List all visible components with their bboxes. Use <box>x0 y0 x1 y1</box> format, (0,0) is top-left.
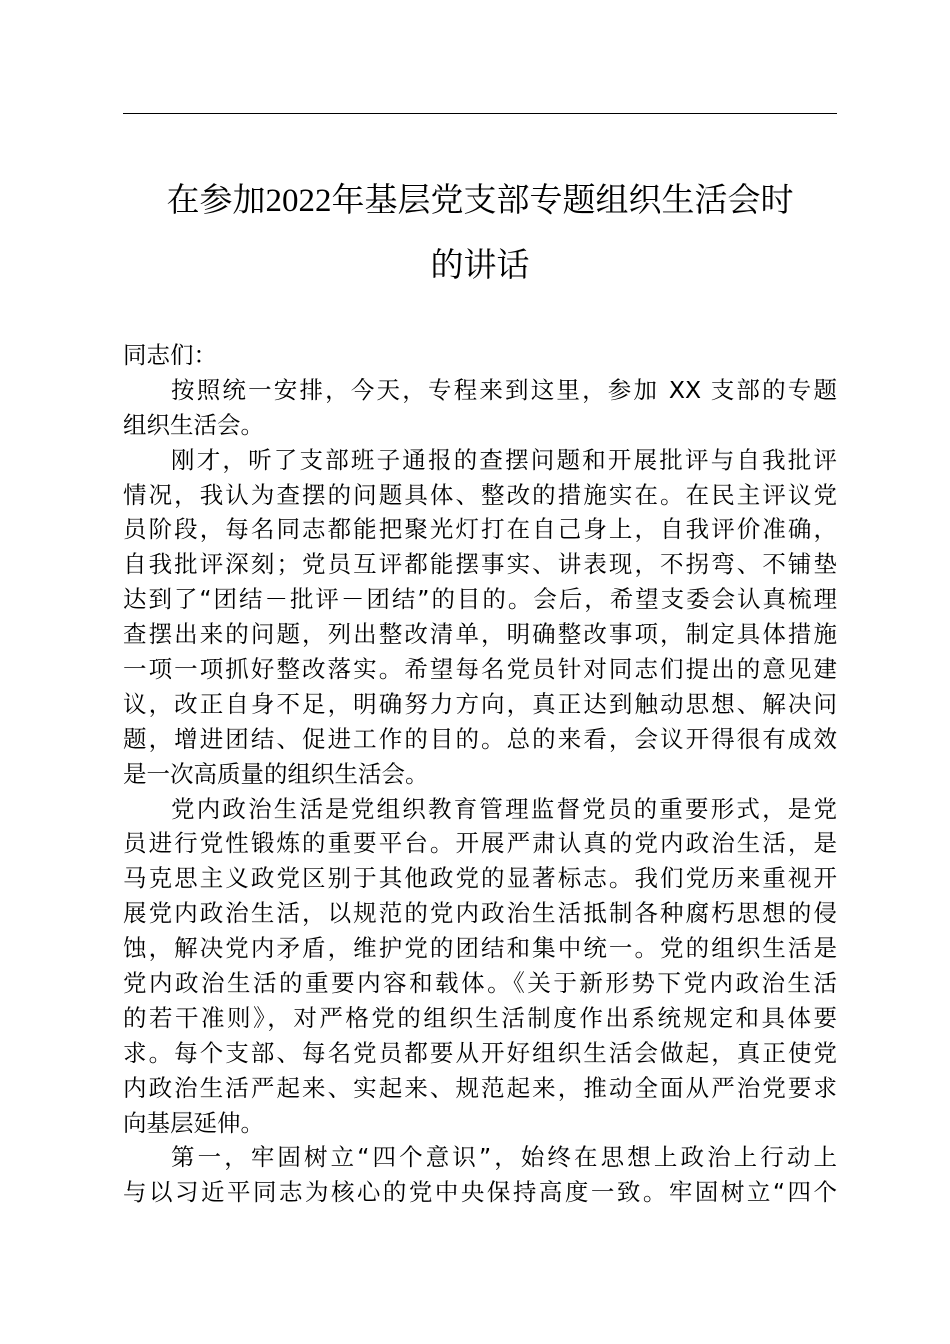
paragraph-line: 刚才，听了支部班子通报的查摆问题和开展批评与自我批评 <box>171 445 837 474</box>
paragraph-line: 按照统一安排，今天，专程来到这里，参加 XX 支部的专题 <box>171 375 837 404</box>
paragraph-line: 求。每个支部、每名党员都要从开好组织生活会做起，真正使党 <box>123 1038 837 1067</box>
paragraph-line: 的若干准则》，对严格党的组织生活制度作出系统规定和具体要 <box>123 1003 837 1032</box>
paragraph-line: 蚀，解决党内矛盾，维护党的团结和集中统一。党的组织生活是 <box>123 934 837 963</box>
paragraph-line: 议，改正自身不足，明确努力方向，真正达到触动思想、解决问 <box>123 689 837 718</box>
title-text: 年基层党支部专题组织生活会时 <box>331 180 794 219</box>
paragraph-line: 与以习近平同志为核心的党中央保持高度一致。牢固树立“四个 <box>123 1178 837 1207</box>
paragraph-line: 查摆出来的问题，列出整改清单，明确整改事项，制定具体措施 <box>123 620 837 649</box>
paragraph-line: 员阶段，每名同志都能把聚光灯打在自己身上，自我评价准确， <box>123 515 837 544</box>
paragraph-line: 是一次高质量的组织生活会。 <box>123 759 429 788</box>
document-body <box>123 338 837 1210</box>
document-title <box>123 168 837 297</box>
greeting: 同志们： <box>123 341 217 369</box>
title-line-2: 的讲话 <box>430 245 530 284</box>
paragraph-line: 党内政治生活是党组织教育管理监督党员的重要形式，是党 <box>171 794 837 823</box>
title-line-1 <box>123 168 837 233</box>
paragraph-line: 题，增进团结、促进工作的目的。总的来看，会议开得很有成效 <box>123 724 837 753</box>
paragraph-line: 展党内政治生活，以规范的党内政治生活抵制各种腐朽思想的侵 <box>123 899 837 928</box>
paragraph-line: 一项一项抓好整改落实。希望每名党员针对同志们提出的意见建 <box>123 655 837 684</box>
title-year: 2022 <box>265 183 332 219</box>
paragraph-line: 情况，我认为查摆的问题具体、整改的措施实在。在民主评议党 <box>123 480 837 509</box>
paragraph-line: 内政治生活严起来、实起来、规范起来，推动全面从严治党要求 <box>123 1073 837 1102</box>
paragraph-line: 员进行党性锻炼的重要平台。开展严肃认真的党内政治生活，是 <box>123 829 837 858</box>
paragraph-line: 自我批评深刻；党员互评都能摆事实、讲表现，不拐弯、不铺垫 <box>123 550 837 579</box>
paragraph-line: 组织生活会。 <box>123 410 264 439</box>
header-rule <box>123 113 837 114</box>
paragraph-line: 向基层延伸。 <box>123 1108 264 1137</box>
title-text: 在参加 <box>166 180 266 219</box>
paragraph-line: 党内政治生活的重要内容和载体。《关于新形势下党内政治生活 <box>123 969 837 998</box>
paragraph-line: 达到了“团结－批评－团结”的目的。会后，希望支委会认真梳理 <box>123 585 837 614</box>
paragraph-line: 第一，牢固树立“四个意识”，始终在思想上政治上行动上 <box>171 1143 837 1172</box>
paragraph-line: 马克思主义政党区别于其他政党的显著标志。我们党历来重视开 <box>123 864 837 893</box>
